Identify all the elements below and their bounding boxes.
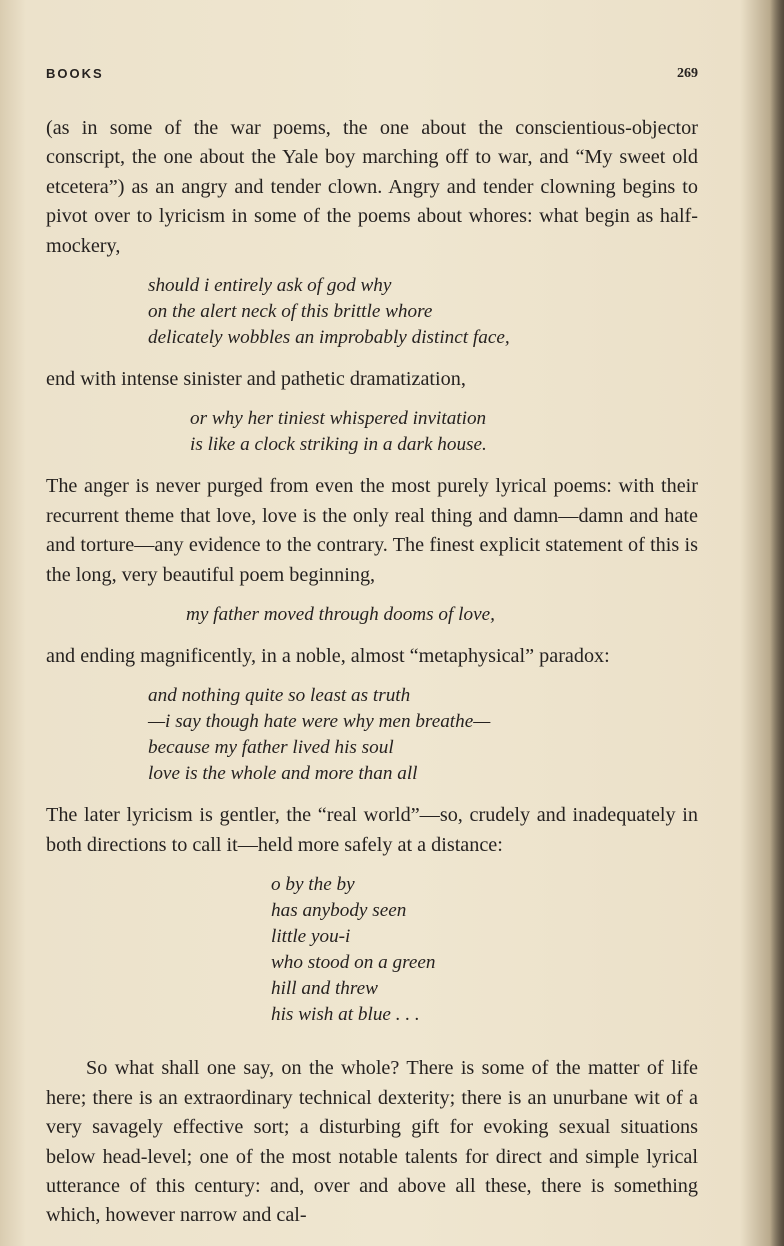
paragraph-5: The later lyricism is gentler, the “real world”—so, crudely and inadequately in both directions to call it—held more safely at a distance:: [46, 804, 698, 856]
verse-line: his wish at blue . . .: [271, 1004, 420, 1026]
verse-line: little you-i: [271, 926, 351, 948]
paragraph-4: and ending magnificently, in a noble, almost “metaphysical” paradox:: [46, 645, 610, 668]
verse-quote-3: [46, 602, 698, 628]
paragraph-6: So what shall one say, on the whole? There is some of the matter of life here; there is an extraordinary technical dexterity; there is an unurbane wit of a very savagely effective sort; a disturbing gift for evoking sexual situations below head-level; one of the most notable talents for direct and simple lyrical utterance of this century: and, over and above all these, there is something which, however narrow and cal-: [46, 1057, 698, 1227]
verse-line: has anybody seen: [271, 900, 407, 922]
page-header: [46, 66, 698, 82]
paragraph-gap: [46, 1042, 698, 1054]
verse-line: delicately wobbles an improbably distinct face,: [148, 327, 510, 349]
verse-line: love is the whole and more than all: [148, 763, 418, 785]
verse-line: and nothing quite so least as truth: [148, 685, 411, 707]
verse-quote-2: [46, 406, 698, 458]
verse-line: my father moved through dooms of love,: [186, 604, 495, 626]
verse-line: —i say though hate were why men breathe—: [148, 711, 491, 733]
verse-line: who stood on a green: [271, 952, 436, 974]
paragraph-3: The anger is never purged from even the most purely lyrical poems: with their recurrent theme that love, love is the only real thing and damn—damn and hate and torture—any evidence to the contrary. The finest explicit statement of this is the long, very beautiful poem beginning,: [46, 475, 698, 586]
page-edge-shadow: [770, 0, 784, 1246]
verse-line: should i entirely ask of god why: [148, 275, 392, 297]
verse-line: because my father lived his soul: [148, 737, 394, 759]
verse-line: hill and threw: [271, 978, 378, 1000]
body-text: [46, 114, 698, 1231]
running-head: BOOKS: [46, 66, 104, 81]
verse-line: o by the by: [271, 874, 355, 896]
verse-line: or why her tiniest whispered invitation: [190, 408, 487, 430]
verse-quote-5: [46, 872, 698, 1028]
paragraph-2: end with intense sinister and pathetic dramatization,: [46, 368, 466, 391]
verse-quote-1: [46, 273, 698, 351]
page-number: 269: [677, 66, 698, 81]
verse-line: on the alert neck of this brittle whore: [148, 301, 433, 323]
paragraph-1: (as in some of the war poems, the one about the conscientious-objector conscript, the one about the Yale boy marching off to war, and “My sweet old etcetera”) as an angry and tender clown. Angry and tender clowning begins to pivot over to lyricism in some of the poems about whores: what begin as half-mockery,: [46, 117, 698, 257]
verse-quote-4: [46, 683, 698, 787]
verse-line: is like a clock striking in a dark house.: [190, 434, 487, 456]
